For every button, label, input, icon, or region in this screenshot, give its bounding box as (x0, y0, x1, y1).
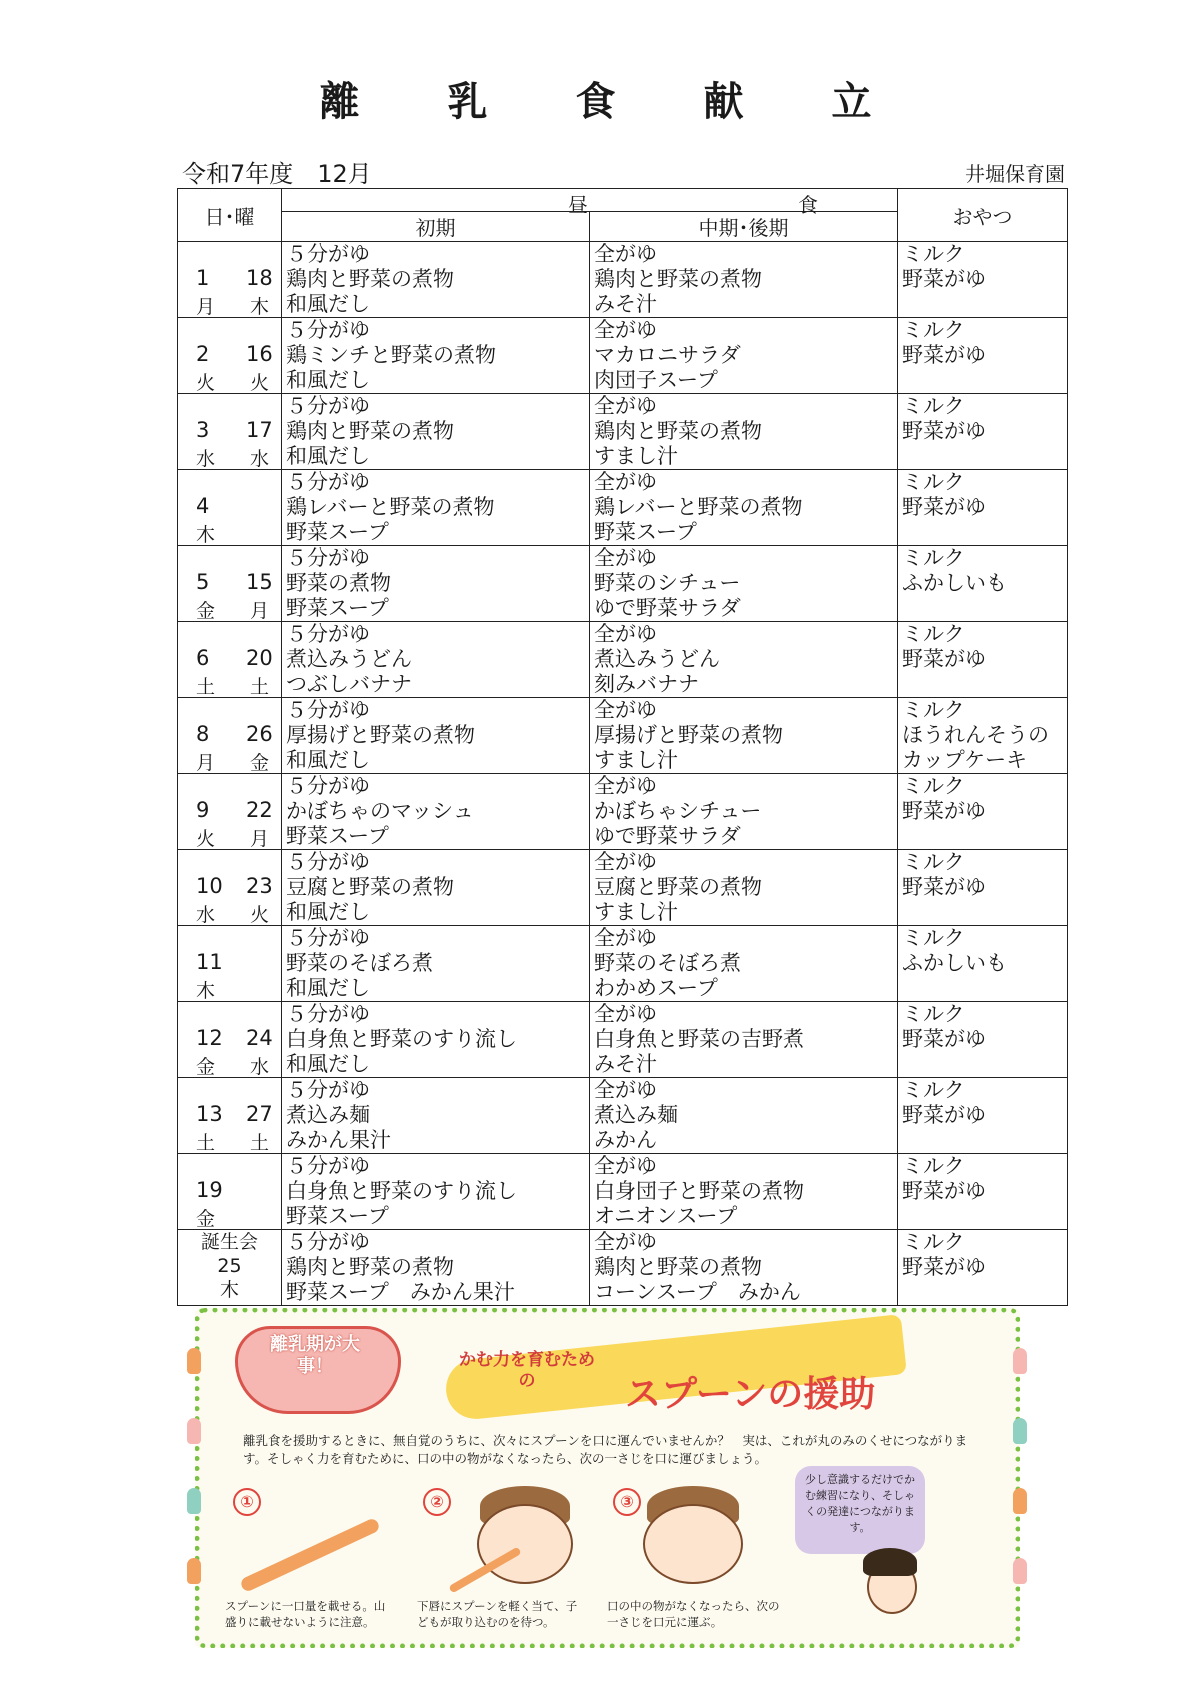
menu-item: 野菜がゆ (902, 799, 986, 823)
menu-item: ミルク (902, 546, 965, 570)
poster-title: スプーンの援助 (625, 1374, 876, 1415)
menu-item: 白身魚と野菜のすり流し (286, 1027, 517, 1051)
menu-item: 全がゆ (594, 318, 657, 342)
menu-item: 和風だし (286, 748, 370, 772)
mid-late-menu-cell (590, 926, 898, 1002)
snack-cell (898, 622, 1068, 698)
period-label: 令和7年度 12月 (182, 160, 372, 188)
date-cell (178, 546, 282, 622)
deco-spoon-icon (1013, 1558, 1027, 1584)
deco-spoon-icon (187, 1418, 201, 1444)
early-menu-cell (282, 470, 590, 546)
menu-item: ふかしいも (902, 571, 1007, 595)
menu-item: 和風だし (286, 900, 370, 924)
date-number: 8 (196, 722, 210, 746)
table-row (178, 546, 1068, 622)
alt-weekday: 木 (250, 296, 270, 318)
menu-item: ５分がゆ (286, 318, 370, 342)
mid-late-menu-cell (590, 1230, 898, 1306)
mid-late-menu-cell (590, 1154, 898, 1230)
menu-item: ミルク (902, 774, 965, 798)
alt-date-number: 22 (246, 798, 273, 822)
early-menu-cell (282, 926, 590, 1002)
menu-item: 鶏肉と野菜の煮物 (286, 267, 454, 291)
menu-item: 鶏レバーと野菜の煮物 (286, 495, 495, 519)
menu-item: 野菜がゆ (902, 1103, 986, 1127)
date-cell (178, 318, 282, 394)
table-row (178, 1154, 1068, 1230)
birthday-w: 木 (219, 1279, 239, 1301)
menu-item: 野菜スープ (286, 520, 389, 544)
menu-item: 野菜スープ (286, 1204, 389, 1228)
menu-item: 野菜がゆ (902, 343, 986, 367)
early-menu-cell (282, 318, 590, 394)
table-row (178, 850, 1068, 926)
weekday: 金 (196, 600, 216, 622)
poster-subtitle: かむ力を育むための (459, 1350, 595, 1391)
snack-cell (898, 546, 1068, 622)
mid-late-menu-cell (590, 774, 898, 850)
step-1-number: ① (233, 1488, 261, 1516)
menu-item: 野菜がゆ (902, 419, 986, 443)
early-menu-cell (282, 546, 590, 622)
poster-body: 離乳食を援助するときに、無自覚のうちに、次々にスプーンを口に運んでいませんか？ 実は、これが丸のみのくせにつながります。そしゃく力を育むために、口の中の物がなくなったら、次の一さじを口に運びましょう。 (243, 1433, 968, 1466)
step-3-text: 口の中の物がなくなったら、次の一さじを口元に運ぶ。 (607, 1599, 780, 1629)
date-cell (178, 470, 282, 546)
title-char: 乳 (447, 79, 488, 125)
menu-item: 野菜スープ (594, 520, 697, 544)
early-menu-cell (282, 774, 590, 850)
speech-bubble: 少し意識するだけでかむ練習になり、そしゃくの発達につながります。 (795, 1466, 925, 1554)
menu-item: 野菜スープ (286, 824, 389, 848)
mid-late-menu-cell (590, 698, 898, 774)
menu-item: マカロニサラダ (594, 343, 741, 367)
menu-item: ゆで野菜サラダ (594, 596, 741, 620)
date-number: 3 (196, 418, 210, 442)
menu-item: 和風だし (286, 1052, 370, 1076)
date-cell (178, 926, 282, 1002)
title-char: 離 (319, 79, 360, 125)
menu-item: ミルク (902, 1154, 965, 1178)
date-number: 11 (196, 950, 223, 974)
mid-late-menu-cell (590, 622, 898, 698)
menu-item: ５分がゆ (286, 1154, 370, 1178)
early-menu-cell (282, 622, 590, 698)
menu-item: かぼちゃのマッシュ (286, 799, 474, 823)
birthday-row (178, 1230, 1068, 1306)
menu-item: 全がゆ (594, 698, 657, 722)
mid-late-menu-cell (590, 1002, 898, 1078)
date-number: 19 (196, 1178, 223, 1202)
mid-late-menu-cell (590, 394, 898, 470)
snack-cell (898, 1154, 1068, 1230)
menu-item: 厚揚げと野菜の煮物 (286, 723, 475, 747)
date-cell (178, 1154, 282, 1230)
birthday-d: 25 (217, 1255, 242, 1277)
header-snack: おやつ (898, 189, 1068, 242)
menu-item: ５分がゆ (286, 1078, 370, 1102)
early-menu-cell (282, 1230, 590, 1306)
menu-item: ふかしいも (902, 951, 1007, 975)
menu-item: 野菜スープ (286, 596, 389, 620)
menu-item: 全がゆ (594, 774, 657, 798)
snack-cell (898, 470, 1068, 546)
menu-item: かぼちゃシチュー (594, 799, 762, 823)
deco-spoon-icon (187, 1348, 201, 1374)
menu-item: 白身魚と野菜の吉野煮 (594, 1027, 804, 1051)
snack-cell (898, 1230, 1068, 1306)
title-char: 食 (575, 79, 616, 125)
weekday: 金 (196, 1056, 216, 1078)
date-number: 9 (196, 798, 210, 822)
menu-item: つぶしバナナ (286, 672, 412, 696)
early-menu-cell (282, 850, 590, 926)
header-lunch-right: 食 (798, 193, 818, 217)
menu-item: 厚揚げと野菜の煮物 (594, 723, 783, 747)
menu-item: ミルク (902, 394, 965, 418)
page-title (0, 70, 1191, 127)
alt-date-number: 23 (246, 874, 273, 898)
menu-item: ミルク (902, 850, 965, 874)
menu-item: すまし汁 (594, 444, 678, 468)
menu-item: ５分がゆ (286, 242, 370, 266)
menu-item: 全がゆ (594, 470, 657, 494)
snack-cell (898, 318, 1068, 394)
weekday: 金 (196, 1208, 216, 1230)
menu-item: ５分がゆ (286, 470, 370, 494)
menu-item: 全がゆ (594, 242, 657, 266)
menu-item: 野菜がゆ (902, 1179, 986, 1203)
weekday: 木 (196, 980, 216, 1002)
menu-item: 鶏肉と野菜の煮物 (286, 419, 454, 443)
date-number: 4 (196, 494, 210, 518)
menu-item: 和風だし (286, 444, 370, 468)
menu-item: 全がゆ (594, 850, 657, 874)
date-cell (178, 850, 282, 926)
menu-item: 和風だし (286, 976, 370, 1000)
menu-item: みかん果汁 (286, 1128, 391, 1152)
menu-item: 煮込みうどん (594, 647, 720, 671)
facility-name: 井堀保育園 (965, 162, 1065, 186)
weekday: 土 (196, 1132, 216, 1154)
date-number: 13 (196, 1102, 223, 1126)
snack-cell (898, 242, 1068, 318)
table-row (178, 318, 1068, 394)
mid-late-menu-cell (590, 242, 898, 318)
menu-item: 野菜スープ みかん果汁 (286, 1280, 515, 1304)
mid-late-menu-cell (590, 1078, 898, 1154)
title-char: 立 (831, 79, 872, 125)
menu-item: 肉団子スープ (594, 368, 718, 392)
alt-weekday: 月 (250, 600, 270, 622)
menu-item: ５分がゆ (286, 622, 370, 646)
alt-weekday: 土 (250, 1132, 270, 1154)
date-number: 10 (196, 874, 223, 898)
menu-item: 全がゆ (594, 394, 657, 418)
menu-item: 野菜がゆ (902, 1027, 986, 1051)
menu-item: 鶏肉と野菜の煮物 (594, 1255, 762, 1279)
date-cell (178, 1078, 282, 1154)
alt-date-number: 24 (246, 1026, 273, 1050)
menu-item: 煮込みうどん (286, 647, 412, 671)
menu-item: ゆで野菜サラダ (594, 824, 741, 848)
menu-item: 和風だし (286, 292, 370, 316)
date-number: 12 (196, 1026, 223, 1050)
menu-item: 鶏レバーと野菜の煮物 (594, 495, 803, 519)
menu-item: 全がゆ (594, 1230, 657, 1254)
menu-item: ５分がゆ (286, 394, 370, 418)
mid-late-menu-cell (590, 470, 898, 546)
menu-item: 野菜がゆ (902, 267, 986, 291)
early-menu-cell (282, 1002, 590, 1078)
menu-item: オニオンスープ (594, 1204, 738, 1228)
date-number: 6 (196, 646, 210, 670)
menu-item: 野菜がゆ (902, 495, 986, 519)
menu-item: 煮込み麺 (594, 1103, 678, 1127)
weekday: 月 (196, 752, 216, 774)
table-row (178, 698, 1068, 774)
table-row (178, 1002, 1068, 1078)
menu-item: ミルク (902, 242, 965, 266)
date-number: 1 (196, 266, 210, 290)
weekday: 火 (196, 372, 216, 394)
menu-item: ミルク (902, 622, 965, 646)
step-2-child-face-icon (477, 1504, 573, 1584)
date-cell (178, 1002, 282, 1078)
snack-cell (898, 1002, 1068, 1078)
alt-weekday: 水 (250, 448, 270, 470)
menu-item: ５分がゆ (286, 698, 370, 722)
menu-item: みそ汁 (594, 292, 657, 316)
menu-item: 鶏肉と野菜の煮物 (286, 1255, 454, 1279)
menu-item: すまし汁 (594, 900, 678, 924)
menu-item: 豆腐と野菜の煮物 (594, 875, 762, 899)
menu-item: 全がゆ (594, 926, 657, 950)
alt-date-number: 27 (246, 1102, 273, 1126)
header-date-weekday: 日･曜 (178, 189, 282, 242)
menu-item: 野菜がゆ (902, 1255, 986, 1279)
menu-item: すまし汁 (594, 748, 678, 772)
step-1-text: スプーンに一口量を載せる。山盛りに載せないように注意。 (225, 1599, 386, 1629)
table-row (178, 394, 1068, 470)
menu-item: 豆腐と野菜の煮物 (286, 875, 454, 899)
alt-weekday: 火 (250, 372, 270, 394)
step-2-text: 下唇にスプーンを軽く当て、子どもが取り込むのを待つ。 (417, 1599, 578, 1629)
menu-item: 鶏ミンチと野菜の煮物 (286, 343, 496, 367)
date-cell (178, 774, 282, 850)
early-menu-cell (282, 1078, 590, 1154)
menu-item: 野菜の煮物 (286, 571, 391, 595)
alt-date-number: 20 (246, 646, 273, 670)
step-2-number: ② (423, 1488, 451, 1516)
date-cell (178, 622, 282, 698)
menu-item: 鶏肉と野菜の煮物 (594, 267, 762, 291)
menu-item: ５分がゆ (286, 774, 370, 798)
mid-late-menu-cell (590, 850, 898, 926)
snack-cell (898, 850, 1068, 926)
alt-weekday: 火 (250, 904, 270, 926)
menu-item: 野菜がゆ (902, 647, 986, 671)
date-number: 2 (196, 342, 210, 366)
alt-date-number: 16 (246, 342, 273, 366)
bowl-text: 離乳期が大事！ (270, 1334, 360, 1377)
menu-item: ５分がゆ (286, 1002, 370, 1026)
alt-weekday: 土 (250, 676, 270, 698)
table-row (178, 1078, 1068, 1154)
deco-spoon-icon (1013, 1488, 1027, 1514)
step-3-child-face-icon (643, 1504, 743, 1584)
menu-item: 煮込み麺 (286, 1103, 370, 1127)
table-row (178, 242, 1068, 318)
weekday: 月 (196, 296, 216, 318)
deco-spoon-icon (1013, 1348, 1027, 1374)
snack-cell (898, 1078, 1068, 1154)
menu-item: 野菜のそぼろ煮 (594, 951, 741, 975)
table-row (178, 774, 1068, 850)
weekday: 火 (196, 828, 216, 850)
date-number: 5 (196, 570, 210, 594)
table-row (178, 470, 1068, 546)
spoon-assist-poster (195, 1308, 1020, 1648)
weekday: 木 (196, 524, 216, 546)
early-menu-cell (282, 242, 590, 318)
menu-item: 刻みバナナ (594, 672, 699, 696)
menu-item: 白身団子と野菜の煮物 (594, 1179, 804, 1203)
alt-date-number: 18 (246, 266, 273, 290)
title-char: 献 (703, 79, 744, 125)
menu-item: 白身魚と野菜のすり流し (286, 1179, 517, 1203)
menu-item: 全がゆ (594, 546, 657, 570)
menu-item: 和風だし (286, 368, 370, 392)
snack-cell (898, 774, 1068, 850)
alt-date-number: 26 (246, 722, 273, 746)
menu-item: 全がゆ (594, 1078, 657, 1102)
table-row (178, 622, 1068, 698)
menu-item: ５分がゆ (286, 850, 370, 874)
menu-item: ミルク (902, 1230, 965, 1254)
snack-cell (898, 926, 1068, 1002)
menu-item: みそ汁 (594, 1052, 657, 1076)
menu-item: みかん (594, 1128, 657, 1152)
menu-item: ５分がゆ (286, 546, 370, 570)
alt-date-number: 17 (246, 418, 273, 442)
menu-item: ミルク (902, 698, 965, 722)
menu-item: ミルク (902, 1078, 965, 1102)
deco-spoon-icon (1013, 1418, 1027, 1444)
birthday-date-cell (178, 1230, 282, 1306)
weekday: 水 (196, 448, 216, 470)
table-row (178, 926, 1068, 1002)
date-cell (178, 394, 282, 470)
menu-item: 野菜のシチュー (594, 571, 741, 595)
menu-item: 野菜のそぼろ煮 (286, 951, 433, 975)
menu-item: わかめスープ (594, 976, 718, 1000)
early-menu-cell (282, 1154, 590, 1230)
alt-weekday: 月 (250, 828, 270, 850)
header-early: 初期 (282, 212, 590, 242)
menu-table (177, 188, 1068, 1306)
menu-item: ミルク (902, 470, 965, 494)
menu-item: ５分がゆ (286, 926, 370, 950)
date-cell (178, 242, 282, 318)
step-3-number: ③ (613, 1488, 641, 1516)
alt-date-number: 15 (246, 570, 273, 594)
alt-weekday: 水 (250, 1056, 270, 1078)
menu-item: ミルク (902, 318, 965, 342)
menu-item: コーンスープ みかん (594, 1280, 801, 1304)
alt-weekday: 金 (250, 752, 270, 774)
deco-spoon-icon (187, 1558, 201, 1584)
deco-spoon-icon (187, 1488, 201, 1514)
menu-item: カップケーキ (902, 748, 1028, 772)
mid-late-menu-cell (590, 546, 898, 622)
menu-item: 全がゆ (594, 1002, 657, 1026)
early-menu-cell (282, 698, 590, 774)
mid-late-menu-cell (590, 318, 898, 394)
header-lunch-left: 昼 (568, 193, 588, 217)
weekday: 土 (196, 676, 216, 698)
weekday: 水 (196, 904, 216, 926)
date-cell (178, 698, 282, 774)
early-menu-cell (282, 394, 590, 470)
snack-cell (898, 698, 1068, 774)
menu-item: ミルク (902, 926, 965, 950)
teacher-hair-icon (863, 1548, 917, 1576)
menu-item: 全がゆ (594, 622, 657, 646)
menu-item: ほうれんそうの (902, 723, 1049, 747)
menu-item: ５分がゆ (286, 1230, 370, 1254)
menu-item: 鶏肉と野菜の煮物 (594, 419, 762, 443)
header-lunch (282, 189, 898, 217)
snack-cell (898, 394, 1068, 470)
birthday-label: 誕生会 (200, 1231, 258, 1253)
header-mid-late: 中期･後期 (590, 212, 898, 242)
menu-item: 野菜がゆ (902, 875, 986, 899)
menu-item: 全がゆ (594, 1154, 657, 1178)
menu-item: ミルク (902, 1002, 965, 1026)
